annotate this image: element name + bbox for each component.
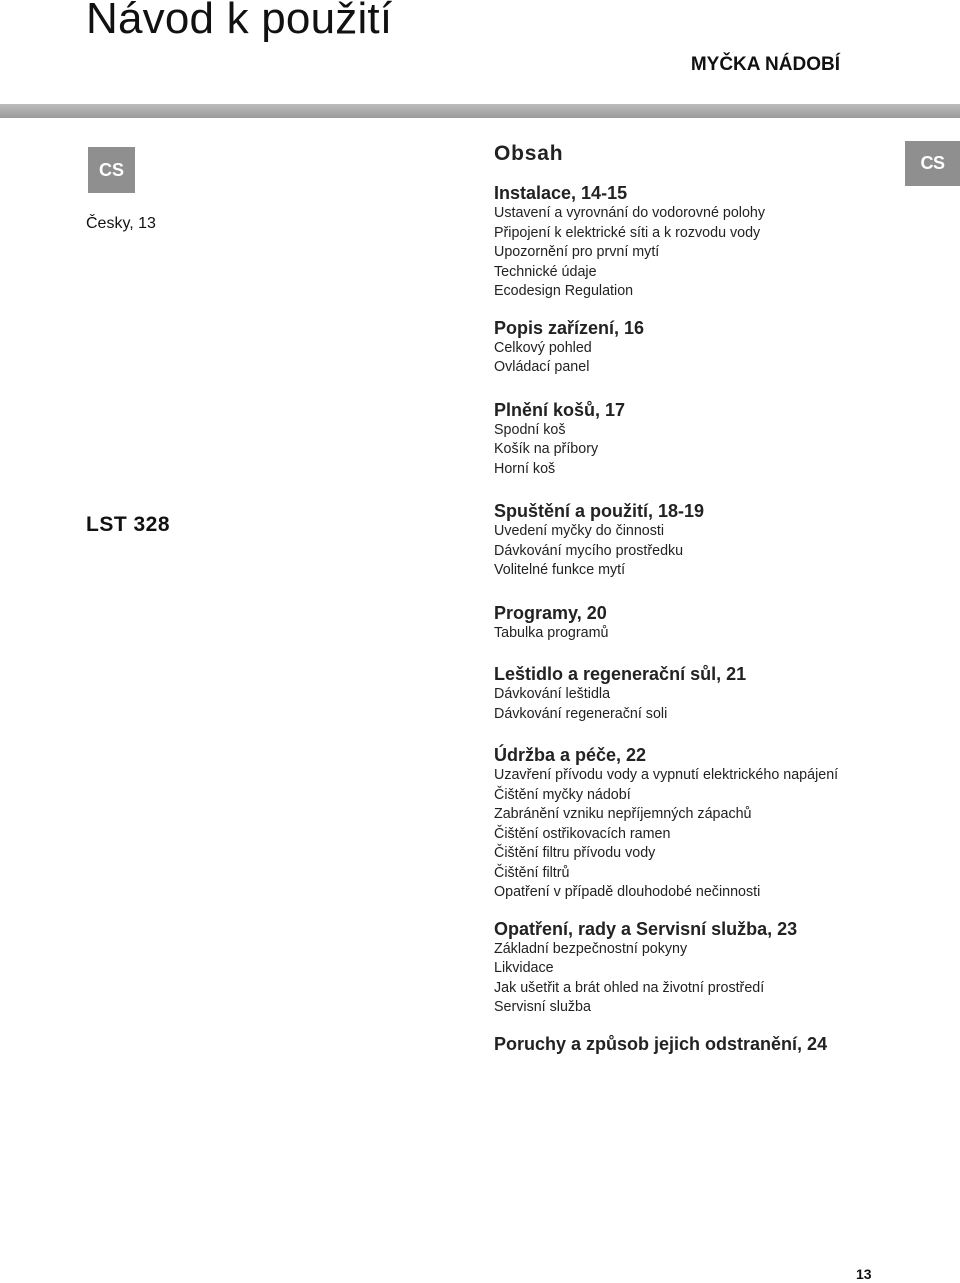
toc-section-lestidlo — [494, 663, 914, 724]
toc-section-udrzba — [494, 744, 914, 903]
toc-item[interactable]: Upozornění pro první mytí — [494, 244, 660, 260]
toc-item[interactable]: Čištění myčky nádobí — [494, 786, 631, 803]
toc-item[interactable]: Základní bezpečnostní pokyny — [494, 940, 688, 957]
toc-item[interactable]: Čištění ostřikovacích ramen — [494, 825, 671, 842]
toc-item[interactable]: Volitelné funkce mytí — [494, 562, 626, 578]
toc-item[interactable]: Opatření v případě dlouhodobé nečinnosti — [494, 884, 761, 900]
language-link[interactable]: Česky, 13 — [86, 215, 156, 232]
page-number: 13 — [856, 1266, 872, 1282]
document-subtitle: MYČKA NÁDOBÍ — [690, 54, 840, 75]
toc-heading[interactable]: Instalace, 14-15 — [494, 183, 628, 203]
toc-section-programy — [494, 602, 914, 644]
toc-heading[interactable]: Poruchy a způsob jejich odstranění, 24 — [494, 1033, 828, 1054]
toc-item[interactable]: Dávkování regenerační soli — [494, 705, 668, 722]
toc-item[interactable]: Zabránění vzniku nepříjemných zápachů — [494, 806, 752, 822]
toc-heading[interactable]: Plnění košů, 17 — [494, 399, 626, 420]
toc-item[interactable]: Likvidace — [494, 960, 554, 976]
toc-section-popis — [494, 317, 914, 378]
toc-heading[interactable]: Leštidlo a regenerační sůl, 21 — [494, 664, 747, 684]
toc-item[interactable]: Dávkování mycího prostředku — [494, 542, 684, 559]
table-of-contents — [494, 142, 914, 1055]
toc-section-plneni — [494, 399, 914, 480]
toc-item[interactable]: Celkový pohled — [494, 339, 592, 356]
toc-item[interactable]: Ustavení a vyrovnání do vodorovné polohy — [494, 205, 766, 221]
toc-heading[interactable]: Spuštění a použití, 18-19 — [494, 501, 705, 521]
toc-title: Obsah — [494, 142, 564, 165]
toc-section-poruchy — [494, 1033, 914, 1055]
toc-item[interactable]: Tabulka programů — [494, 624, 609, 641]
toc-item[interactable]: Horní koš — [494, 460, 556, 477]
toc-item[interactable]: Spodní koš — [494, 421, 566, 438]
toc-item[interactable]: Technické údaje — [494, 263, 597, 280]
toc-item[interactable]: Uzavření přívodu vody a vypnutí elektrického napájení — [494, 767, 839, 783]
toc-item[interactable]: Košík na příbory — [494, 441, 599, 457]
toc-item[interactable]: Připojení k elektrické síti a k rozvodu vody — [494, 224, 761, 241]
toc-item[interactable]: Ecodesign Regulation — [494, 283, 634, 299]
toc-heading[interactable]: Programy, 20 — [494, 602, 607, 623]
toc-section-spusteni — [494, 500, 914, 581]
toc-section-instalace — [494, 182, 914, 302]
toc-section-opatreni — [494, 918, 914, 1018]
page-title: Návod k použití — [86, 0, 393, 43]
toc-heading[interactable]: Popis zařízení, 16 — [494, 317, 645, 338]
toc-item[interactable]: Servisní služba — [494, 999, 591, 1015]
model-name: LST 328 — [86, 513, 171, 536]
toc-item[interactable]: Jak ušetřit a brát ohled na životní prostředí — [494, 979, 765, 996]
toc-heading[interactable]: Údržba a péče, 22 — [494, 745, 647, 765]
header-divider — [0, 104, 960, 118]
toc-item[interactable]: Čištění filtru přívodu vody — [494, 845, 656, 861]
corner-language-badge: CS — [905, 141, 960, 186]
toc-item[interactable]: Ovládací panel — [494, 359, 590, 375]
language-badge: CS — [88, 147, 135, 193]
toc-item[interactable]: Dávkování leštidla — [494, 686, 611, 702]
toc-heading[interactable]: Opatření, rady a Servisní služba, 23 — [494, 918, 798, 939]
toc-item[interactable]: Uvedení myčky do činnosti — [494, 523, 665, 539]
toc-item[interactable]: Čištění filtrů — [494, 864, 570, 881]
